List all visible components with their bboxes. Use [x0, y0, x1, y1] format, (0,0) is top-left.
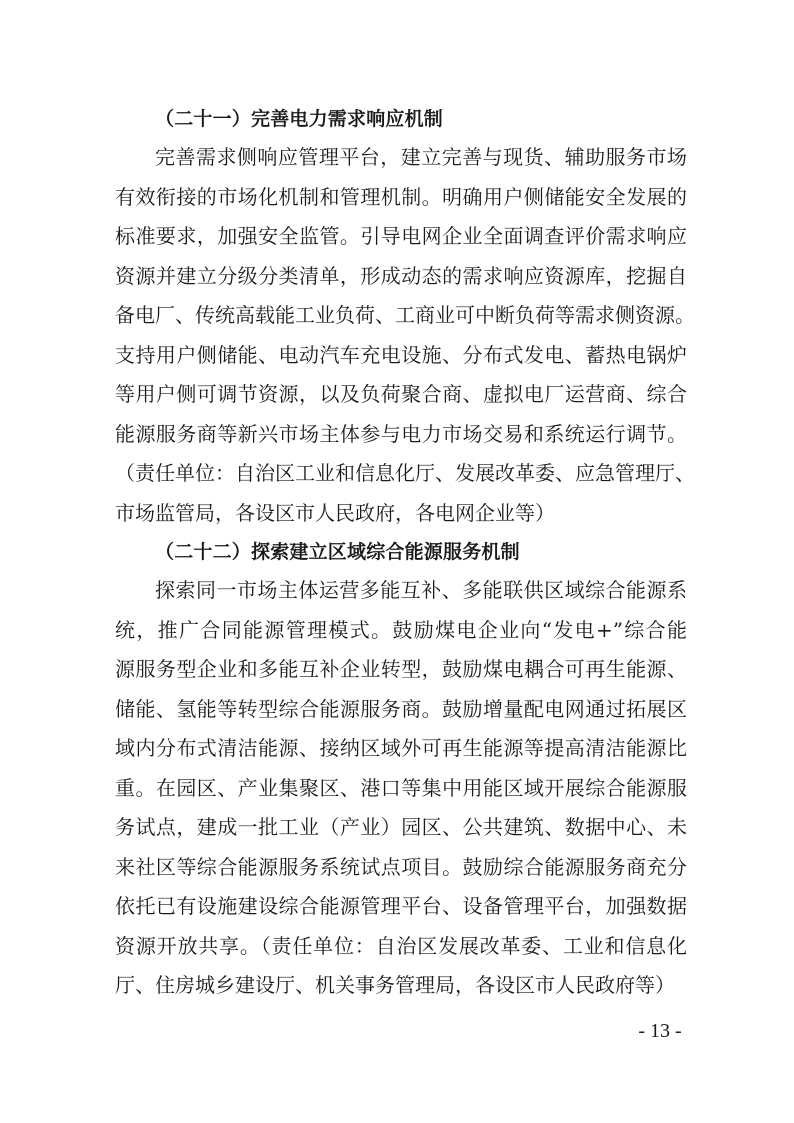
paragraph-line: 支持用户侧储能、电动汽车充电设施、分布式发电、蓄热电锅炉: [115, 342, 687, 367]
paragraph-line: 源服务型企业和多能互补企业转型，鼓励煤电耦合可再生能源、: [115, 657, 687, 681]
paragraph-line: 统，推广合同能源管理模式。鼓励煤电企业向“发电+”综合能: [115, 617, 687, 642]
paragraph-line: 标准要求，加强安全监管。引导电网企业全面调查评价需求响应: [115, 224, 687, 248]
paragraph-line: 来社区等综合能源服务系统试点项目。鼓励综合能源服务商充分: [115, 854, 687, 879]
paragraph-line: 依托已有设施建设综合能源管理平台、设备管理平台，加强数据: [115, 894, 687, 918]
paragraph-line: 域内分布式清洁能源、接纳区域外可再生能源等提高清洁能源比: [115, 736, 687, 760]
paragraph-line: 务试点，建成一批工业（产业）园区、公共建筑、数据中心、未: [115, 815, 687, 839]
section-21-heading: （二十一）完善电力需求响应机制: [155, 108, 444, 130]
paragraph-line: 储能、氢能等转型综合能源服务商。鼓励增量配电网通过拓展区: [115, 696, 687, 721]
paragraph-line: 等用户侧可调节资源，以及负荷聚合商、虚拟电厂运营商、综合: [115, 382, 687, 406]
paragraph-line: 有效衔接的市场化机制和管理机制。明确用户侧储能安全发展的: [115, 184, 687, 209]
page-number: - 13 -: [638, 1020, 682, 1042]
paragraph-line: 厅、住房城乡建设厅、机关事务管理局，各设区市人民政府等）: [115, 973, 675, 997]
section-22-heading: （二十二）探索建立区域综合能源服务机制: [155, 541, 520, 563]
paragraph-line: 资源开放共享。（责任单位：自治区发展改革委、工业和信息化: [115, 933, 687, 958]
section-21-paragraph: [115, 138, 695, 533]
paragraph-line: 备电厂、传统高载能工业负荷、工商业可中断负荷等需求侧资源。: [115, 303, 695, 327]
paragraph-line: 资源并建立分级分类清单，形成动态的需求响应资源库，挖掘自: [115, 263, 687, 288]
section-22-paragraph: [115, 571, 687, 1006]
document-body: [115, 100, 695, 1006]
paragraph-line: 探索同一市场主体运营多能互补、多能联供区域综合能源系: [155, 578, 687, 602]
paragraph-line: 完善需求侧响应管理平台，建立完善与现货、辅助服务市场: [155, 145, 687, 169]
paragraph-line: 市场监管局，各设区市人民政府，各电网企业等）: [115, 500, 555, 525]
paragraph-line: 能源服务商等新兴市场主体参与电力市场交易和系统运行调节。: [115, 421, 687, 446]
paragraph-line: 重。在园区、产业集聚区、港口等集中用能区域开展综合能源服: [115, 775, 687, 800]
paragraph-line: （责任单位：自治区工业和信息化厅、发展改革委、应急管理厅、: [115, 461, 695, 485]
